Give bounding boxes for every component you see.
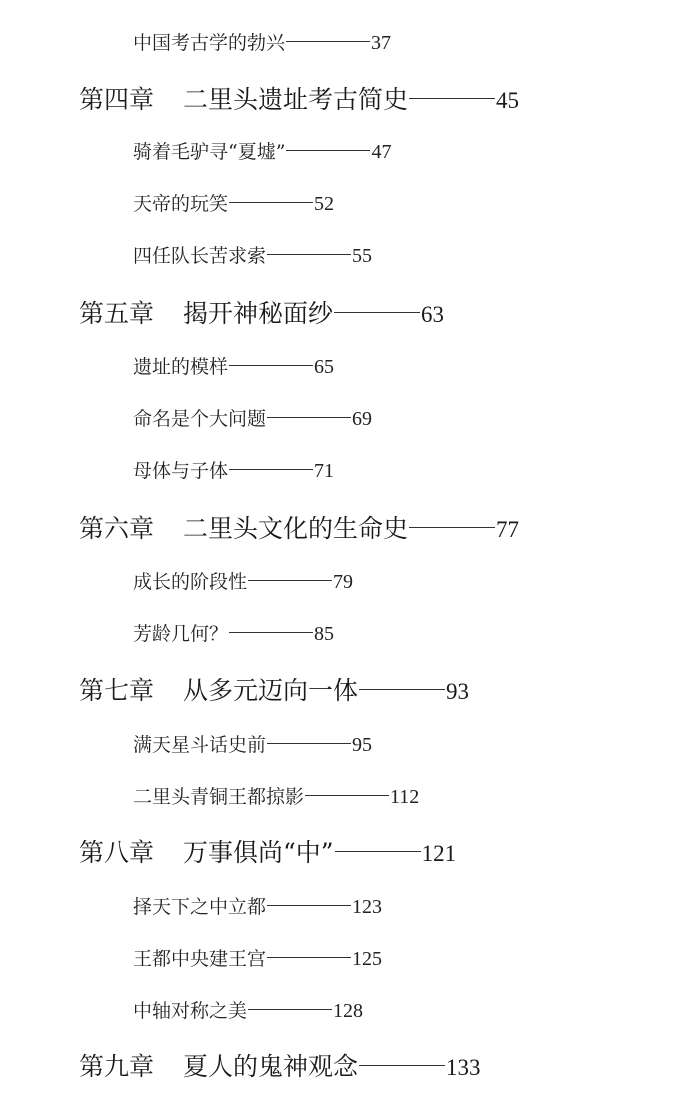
page-number: 47 [371,141,392,163]
section-title: 四任队长苦求索 [133,245,267,267]
section-title: 中国考古学的勃兴 [133,32,286,54]
dot-leader [267,254,351,255]
toc-chapter-entry [79,671,469,707]
page-number: 121 [421,841,457,866]
toc-section-entry [133,456,334,483]
page-number: 52 [314,193,335,215]
section-title: 天帝的玩笑 [133,193,229,215]
dot-leader [409,527,495,528]
page-number: 37 [371,32,392,54]
chapter-number: 第四章 [79,85,155,114]
dot-leader [359,689,445,690]
toc-section-entry [133,892,382,919]
page-number: 95 [352,734,373,756]
toc-section-entry [133,404,372,431]
page-number: 71 [314,460,335,482]
toc-section-entry [133,352,334,379]
dot-leader [267,417,351,418]
dot-leader [305,795,389,796]
section-title: 二里头青铜王都掠影 [133,786,305,808]
page-number: 79 [333,571,354,593]
chapter-number: 第八章 [79,838,155,867]
toc-chapter-entry [79,509,519,545]
chapter-number: 第九章 [79,1052,155,1081]
page-number: 123 [352,896,383,918]
dot-leader [286,41,370,42]
section-title: 芳龄几何？ [133,623,229,645]
chapter-title: 二里头文化的生命史 [183,514,409,543]
dot-leader [334,312,420,313]
chapter-title: 夏人的鬼神观念 [183,1052,359,1081]
toc-chapter-entry [79,80,519,116]
toc-section-entry [133,782,419,809]
dot-leader [267,957,351,958]
page-number: 125 [352,948,383,970]
section-title: 成长的阶段性 [133,571,248,593]
dot-leader [359,1065,445,1066]
section-title: 满天星斗话史前 [133,734,267,756]
toc-section-entry [133,944,382,971]
toc-section-entry [133,619,334,646]
page-number: 85 [314,623,335,645]
toc-section-entry [133,137,391,164]
page-number: 133 [446,1055,481,1080]
toc-chapter-entry [79,833,456,869]
dot-leader [409,98,495,99]
dot-leader [286,150,370,151]
dot-leader [248,1009,332,1010]
page-number: 128 [333,1000,364,1022]
toc-section-entry [133,567,353,594]
dot-leader [267,905,351,906]
toc-section-entry [133,996,363,1023]
page-number: 77 [496,517,520,542]
page-number: 45 [496,88,520,113]
chapter-title: 二里头遗址考古简史 [183,85,409,114]
section-title: 遗址的模样 [133,356,229,378]
page-number: 112 [390,786,420,808]
section-title: 王都中央建王宫 [133,948,267,970]
dot-leader [267,743,351,744]
dot-leader [248,580,332,581]
page-number: 69 [352,408,373,430]
page-number: 93 [446,679,470,704]
chapter-title: 万事俱尚“中” [183,838,334,867]
page-number: 55 [352,245,373,267]
dot-leader [229,365,313,366]
section-title: 中轴对称之美 [133,1000,248,1022]
dot-leader [335,851,421,852]
dot-leader [229,202,313,203]
toc-chapter-entry [79,1047,481,1083]
chapter-number: 第七章 [79,676,155,705]
toc-section-entry [133,730,372,757]
toc-section-entry [133,28,391,55]
page-number: 63 [421,302,445,327]
chapter-number: 第五章 [79,299,155,328]
dot-leader [229,469,313,470]
toc-section-entry [133,241,372,268]
page-number: 65 [314,356,335,378]
toc-chapter-entry [79,294,444,330]
section-title: 命名是个大问题 [133,408,267,430]
chapter-title: 从多元迈向一体 [183,676,359,705]
section-title: 择天下之中立都 [133,896,267,918]
chapter-title: 揭开神秘面纱 [183,299,334,328]
section-title: 骑着毛驴寻“夏墟” [133,141,286,163]
section-title: 母体与子体 [133,460,229,482]
toc-section-entry [133,189,334,216]
chapter-number: 第六章 [79,514,155,543]
dot-leader [229,632,313,633]
